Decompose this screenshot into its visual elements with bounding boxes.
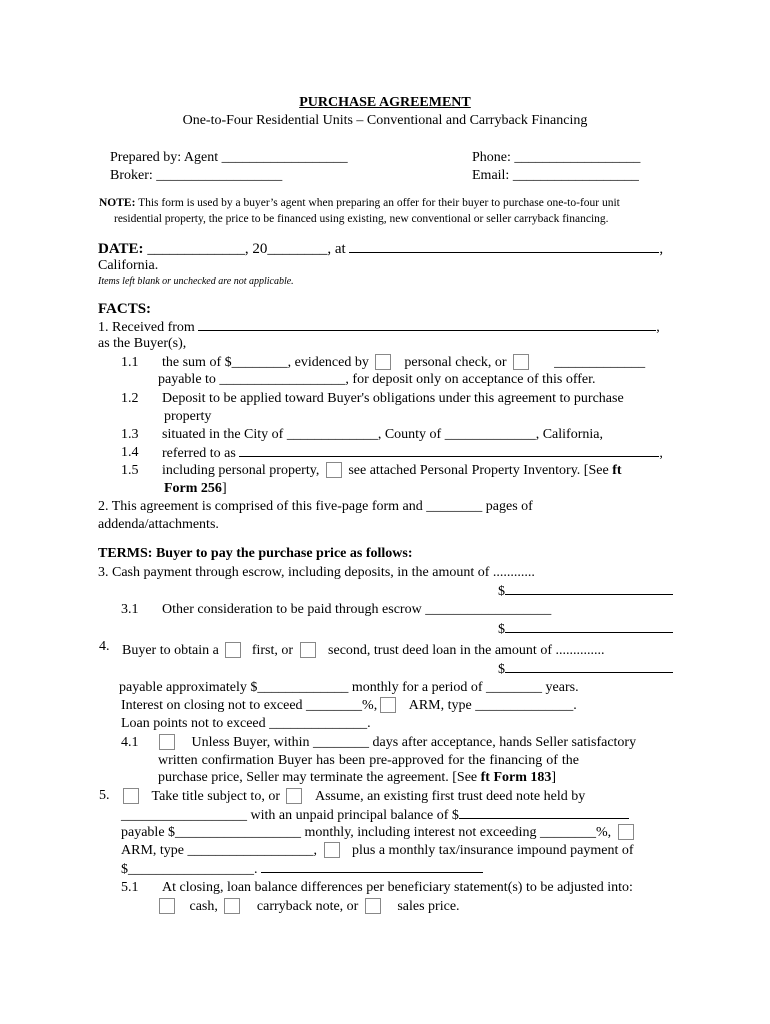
dollar-sign: $ bbox=[498, 662, 505, 677]
facts-heading: FACTS: bbox=[98, 301, 152, 317]
term-3-1-number: 3.1 bbox=[121, 602, 139, 617]
fact-1-4-number: 1.4 bbox=[121, 445, 139, 460]
date-fields[interactable]: _____________, 20________, at bbox=[143, 241, 350, 257]
email-field[interactable]: Email: __________________ bbox=[472, 168, 639, 183]
phone-field[interactable]: Phone: __________________ bbox=[472, 150, 641, 165]
referred-to-line[interactable] bbox=[239, 444, 659, 457]
impound-checkbox[interactable] bbox=[324, 842, 340, 858]
fact-1-2-number: 1.2 bbox=[121, 391, 139, 406]
impound-line[interactable] bbox=[261, 860, 483, 873]
term-5-1: At closing, loan balance differences per beneficiary statement(s) to be adjusted into: bbox=[162, 880, 633, 895]
term-5 bbox=[120, 788, 585, 806]
second-loan-label: second, trust deed loan in the amount of .............. bbox=[328, 643, 605, 658]
sales-price-checkbox[interactable] bbox=[365, 898, 381, 914]
fact-1-5-number: 1.5 bbox=[121, 463, 139, 478]
term-4-number: 4. bbox=[99, 639, 110, 654]
sales-price-label: sales price. bbox=[397, 899, 460, 914]
impound-label: plus a monthly tax/insurance impound payment of bbox=[352, 843, 634, 858]
form-256-ref: Form 256 bbox=[164, 481, 222, 496]
personal-check-checkbox[interactable] bbox=[375, 354, 391, 370]
fact-1-buyer: as the Buyer(s), bbox=[98, 336, 187, 351]
take-title-checkbox[interactable] bbox=[123, 788, 139, 804]
document-subtitle: One-to-Four Residential Units – Conventional and Carryback Financing bbox=[182, 113, 588, 128]
assume-label: Assume, an existing first trust deed note held by bbox=[314, 789, 586, 804]
fact-1-4-comma: , bbox=[659, 446, 663, 461]
california-text: California. bbox=[98, 258, 159, 273]
term-5-number: 5. bbox=[99, 788, 110, 803]
arm-checkbox[interactable] bbox=[380, 697, 396, 713]
personal-property-checkbox[interactable] bbox=[326, 462, 342, 478]
term-4-1-number: 4.1 bbox=[121, 735, 139, 750]
ft-ref: ft bbox=[612, 463, 622, 478]
second-loan-checkbox[interactable] bbox=[300, 642, 316, 658]
prepared-by-field[interactable]: Prepared by: Agent __________________ bbox=[110, 150, 348, 165]
dollar-sign: $ bbox=[498, 622, 505, 637]
fact-1-1-number: 1.1 bbox=[121, 355, 139, 370]
first-loan-checkbox[interactable] bbox=[225, 642, 241, 658]
fact-2-addenda: addenda/attachments. bbox=[98, 517, 219, 532]
fact-1-3: situated in the City of _____________, County of _____________, California, bbox=[162, 427, 603, 442]
fact-1-1-text: the sum of $________, evidenced by bbox=[162, 355, 369, 370]
fact-1-5 bbox=[162, 462, 622, 480]
location-line[interactable] bbox=[349, 240, 659, 253]
date-label: DATE: bbox=[98, 241, 144, 257]
assume-checkbox[interactable] bbox=[286, 788, 302, 804]
fact-1-2: Deposit to be applied toward Buyer's obligations under this agreement to purchase bbox=[162, 391, 624, 406]
arm-5-text: ARM, type __________________, bbox=[121, 843, 317, 858]
note-text-1: This form is used by a buyer’s agent when preparing an offer for their buyer to purchase one-to-four unit bbox=[135, 197, 620, 209]
unpaid-balance-text: __________________ with an unpaid principal balance of $ bbox=[121, 808, 459, 823]
fact-1-1-payable: payable to __________________, for deposit only on acceptance of this offer. bbox=[158, 372, 596, 387]
personal-check-label: personal check, or bbox=[404, 355, 507, 370]
term-5-arm bbox=[121, 842, 634, 860]
term-3: 3. Cash payment through escrow, including deposits, in the amount of ............ bbox=[98, 565, 535, 580]
broker-field[interactable]: Broker: __________________ bbox=[110, 168, 283, 183]
term-3-1-amount bbox=[498, 620, 673, 639]
cash-amount-line[interactable] bbox=[505, 582, 673, 595]
fact-1-text: 1. Received from bbox=[98, 320, 199, 335]
term-3-1: Other consideration to be paid through escrow __________________ bbox=[162, 602, 552, 617]
dollar-sign: $ bbox=[498, 584, 505, 599]
arm-5-checkbox[interactable] bbox=[618, 824, 634, 840]
interest-text: Interest on closing not to exceed ________%, bbox=[121, 698, 378, 713]
term-5-1-options bbox=[156, 898, 460, 916]
date-comma: , bbox=[659, 241, 664, 257]
fact-1-5-form bbox=[164, 480, 227, 498]
fact-1-2-property: property bbox=[164, 409, 212, 424]
payable-text: payable $__________________ monthly, including interest not exceeding ________%, bbox=[121, 825, 612, 840]
term-5-payable bbox=[121, 824, 637, 842]
fact-1-4 bbox=[162, 444, 663, 463]
preapproval-checkbox[interactable] bbox=[159, 734, 175, 750]
other-consideration-line[interactable] bbox=[505, 620, 673, 633]
fact-2: 2. This agreement is comprised of this five-page form and ________ pages of bbox=[98, 499, 533, 514]
date-line bbox=[98, 240, 663, 258]
term-4 bbox=[122, 642, 604, 660]
document-title: PURCHASE AGREEMENT bbox=[299, 95, 471, 110]
note-line-1 bbox=[99, 195, 620, 211]
term-5-impound bbox=[121, 860, 483, 879]
fact-1-1 bbox=[162, 354, 645, 372]
form-183-ref: ft Form 183 bbox=[480, 770, 552, 785]
term-5-1-number: 5.1 bbox=[121, 880, 139, 895]
term-4-payment: payable approximately $_____________ monthly for a period of ________ years. bbox=[119, 680, 579, 695]
impound-amount-text: $__________________. bbox=[121, 862, 261, 877]
first-loan-label: first, or bbox=[251, 643, 294, 658]
form-256-bracket: ] bbox=[221, 481, 227, 496]
form-183-bracket: ] bbox=[551, 770, 557, 785]
take-title-label: Take title subject to, or bbox=[151, 789, 280, 804]
preapproval-text-3: purchase price, Seller may terminate the agreement. [See bbox=[158, 770, 481, 785]
cash-checkbox[interactable] bbox=[159, 898, 175, 914]
note-label: NOTE: bbox=[99, 197, 136, 209]
term-4-1-line-3 bbox=[158, 769, 556, 787]
cash-label: cash, bbox=[189, 899, 218, 914]
carryback-checkbox[interactable] bbox=[224, 898, 240, 914]
other-deposit-checkbox[interactable] bbox=[513, 354, 529, 370]
arm-label: ARM, type ______________. bbox=[408, 698, 577, 713]
personal-property-label: see attached Personal Property Inventory. [See bbox=[348, 463, 613, 478]
term-4-1-line-2: written confirmation Buyer has been pre-approved for the financing of the bbox=[158, 753, 579, 768]
preapproval-text: Unless Buyer, within ________ days after acceptance, hands Seller satisfactory bbox=[191, 735, 637, 750]
carryback-label: carryback note, or bbox=[256, 899, 359, 914]
unpaid-balance-line[interactable] bbox=[459, 806, 629, 819]
fact-1-4-text: referred to as bbox=[162, 446, 240, 461]
term-4-amount bbox=[498, 660, 673, 679]
term-4-points: Loan points not to exceed ______________. bbox=[121, 716, 371, 731]
term-4-1 bbox=[156, 734, 636, 752]
term-4-text: Buyer to obtain a bbox=[122, 643, 219, 658]
fact-1-comma: , bbox=[656, 320, 660, 335]
fact-1-5-text: including personal property, bbox=[162, 463, 320, 478]
received-from-line[interactable] bbox=[198, 318, 656, 331]
term-4-interest bbox=[121, 697, 577, 715]
term-3-amount bbox=[498, 582, 673, 601]
fact-1-3-number: 1.3 bbox=[121, 427, 139, 442]
loan-amount-line[interactable] bbox=[505, 660, 673, 673]
other-deposit-field[interactable]: _____________ bbox=[554, 355, 646, 370]
term-5-balance bbox=[121, 806, 629, 825]
terms-heading: TERMS: Buyer to pay the purchase price as follows: bbox=[98, 546, 413, 561]
note-line-2: residential property, the price to be financed using existing, new conventional or seller carryback financing. bbox=[114, 213, 609, 225]
blank-note: Items left blank or unchecked are not applicable. bbox=[98, 276, 294, 287]
